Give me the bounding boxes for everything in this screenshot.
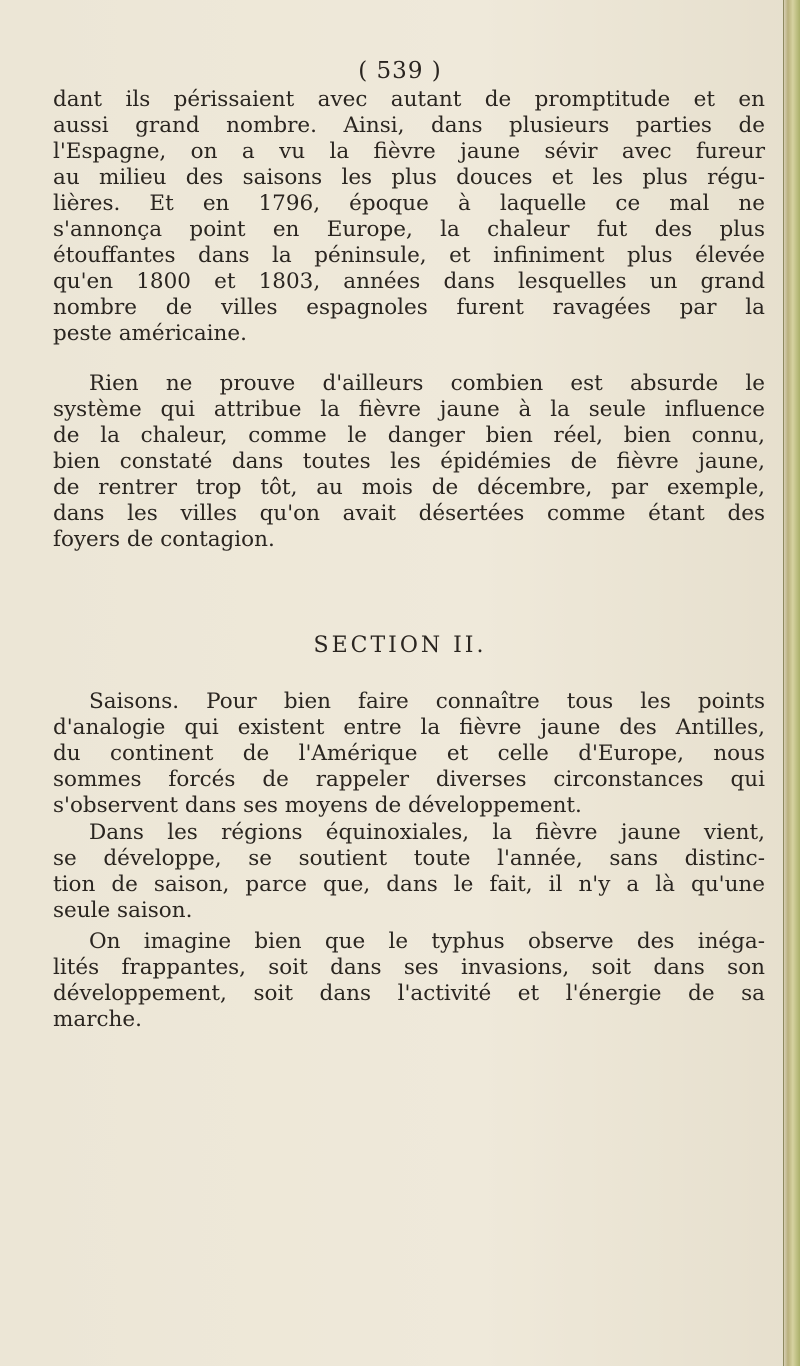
text-line: Saisons. Pour bien faire connaître tous les points <box>89 689 765 714</box>
text-line: de rentrer trop tôt, au mois de décembre, par exemple, <box>53 475 765 500</box>
paragraph-2 <box>53 371 765 553</box>
text-line: qu'en 1800 et 1803, années dans lesquelles un grand <box>53 269 765 294</box>
paragraph-3 <box>53 689 765 819</box>
text-line: l'Espagne, on a vu la fièvre jaune sévir avec fureur <box>53 139 765 164</box>
text-line: système qui attribue la fièvre jaune à la seule influence <box>53 397 765 422</box>
text-line: bien constaté dans toutes les épidémies de fièvre jaune, <box>53 449 765 474</box>
text-line: lités frappantes, soit dans ses invasions, soit dans son <box>53 955 765 980</box>
text-line: se développe, se soutient toute l'année, sans distinc- <box>53 846 765 871</box>
section-heading: SECTION II. <box>313 633 487 658</box>
book-edge <box>783 0 800 1366</box>
text-line: dans les villes qu'on avait désertées comme étant des <box>53 501 765 526</box>
text-line: peste américaine. <box>53 321 247 346</box>
text-line: développement, soit dans l'activité et l'énergie de sa <box>53 981 765 1006</box>
text-line: d'analogie qui existent entre la fièvre jaune des Antilles, <box>53 715 765 740</box>
page-number: ( 539 ) <box>358 58 442 84</box>
text-line: de la chaleur, comme le danger bien réel, bien connu, <box>53 423 765 448</box>
paragraph-1 <box>53 87 765 347</box>
text-line: du continent de l'Amérique et celle d'Europe, nous <box>53 741 765 766</box>
text-line: marche. <box>53 1007 142 1032</box>
text-line: au milieu des saisons les plus douces et les plus régu- <box>53 165 765 190</box>
text-line: s'annonça point en Europe, la chaleur fut des plus <box>53 217 765 242</box>
text-line: étouffantes dans la péninsule, et infiniment plus élevée <box>53 243 765 268</box>
text-line: dant ils périssaient avec autant de promptitude et en <box>53 87 765 112</box>
text-line: seule saison. <box>53 898 193 923</box>
paragraph-5 <box>53 929 765 1033</box>
text-line: sommes forcés de rappeler diverses circonstances qui <box>53 767 765 792</box>
paragraph-4 <box>53 820 765 924</box>
text-line: Rien ne prouve d'ailleurs combien est absurde le <box>89 371 765 396</box>
text-line: aussi grand nombre. Ainsi, dans plusieurs parties de <box>53 113 765 138</box>
text-line: s'observent dans ses moyens de développement. <box>53 793 582 818</box>
text-line: Dans les régions équinoxiales, la fièvre jaune vient, <box>89 820 765 845</box>
text-line: nombre de villes espagnoles furent ravagées par la <box>53 295 765 320</box>
text-line: tion de saison, parce que, dans le fait, il n'y a là qu'une <box>53 872 765 897</box>
text-line: On imagine bien que le typhus observe des inéga- <box>89 929 765 954</box>
text-line: lières. Et en 1796, époque à laquelle ce mal ne <box>53 191 765 216</box>
text-line: foyers de contagion. <box>53 527 275 552</box>
